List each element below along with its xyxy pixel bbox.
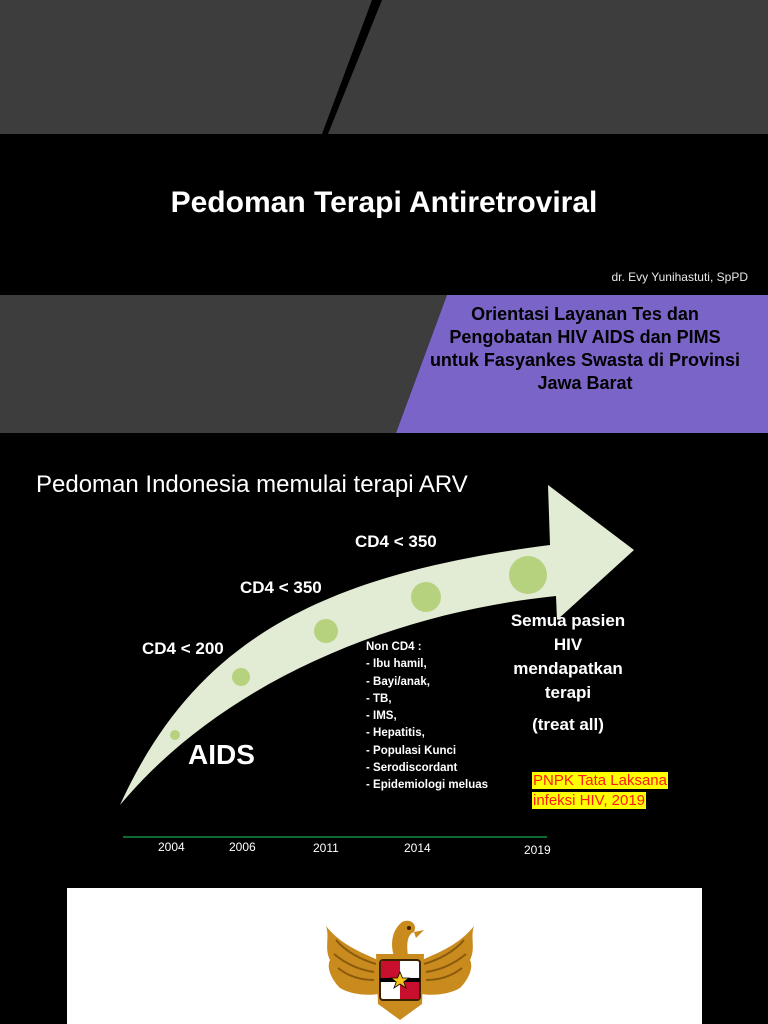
year-label: 2014 (404, 841, 431, 855)
timeline-title: Pedoman Indonesia memulai terapi ARV (36, 471, 468, 498)
arv-timeline-slide (0, 433, 768, 888)
subtitle-line: Orientasi Layanan Tes dan (471, 304, 699, 324)
subtitle-slide (0, 295, 768, 433)
year-label: 2019 (524, 843, 551, 857)
non-cd4-list (366, 639, 488, 795)
emblem-slide (0, 888, 768, 1024)
treat-all-line: HIV (553, 635, 583, 654)
treat-all-text (498, 609, 638, 737)
non-cd4-item: - Serodiscordant (366, 762, 458, 775)
year-label: 2006 (229, 840, 256, 854)
title-slide (0, 0, 768, 295)
non-cd4-item: - Bayi/anak, (366, 675, 430, 688)
garuda-emblem-icon (310, 908, 490, 1024)
year-label: 2004 (158, 840, 185, 854)
reference-line: infeksi HIV, 2019 (533, 792, 646, 809)
title-slide-background (0, 0, 768, 295)
treat-all-line: terapi (544, 683, 592, 702)
year-label: 2011 (313, 841, 339, 855)
subtitle-line: untuk Fasyankes Swasta di Provinsi (429, 350, 741, 370)
timeline-dot-2011 (314, 619, 338, 643)
non-cd4-item: - TB, (366, 692, 392, 705)
slide-title: Pedoman Terapi Antiretroviral (170, 186, 598, 219)
timeline-dot-2019 (509, 556, 547, 594)
aids-label: AIDS (188, 739, 255, 770)
timeline-dot-2014 (411, 582, 441, 612)
non-cd4-item: - Populasi Kunci (366, 744, 457, 757)
cd4-label-350-2011: CD4 < 350 (240, 578, 322, 597)
timeline-dot-2004 (170, 730, 180, 740)
author-name: dr. Evy Yunihastuti, SpPD (611, 270, 748, 284)
treat-all-note: (treat all) (532, 715, 604, 734)
treat-all-line: Semua pasien (510, 611, 626, 630)
non-cd4-item: - Epidemiologi meluas (366, 779, 489, 792)
non-cd4-item: - Ibu hamil, (366, 658, 427, 671)
reference-note (532, 771, 668, 811)
cd4-label-350-2014: CD4 < 350 (355, 532, 437, 551)
cd4-label-200: CD4 < 200 (142, 639, 224, 658)
subtitle-line: Pengobatan HIV AIDS dan PIMS (449, 327, 721, 347)
subtitle-text (402, 303, 768, 423)
non-cd4-item: - IMS, (366, 710, 397, 723)
reference-line: PNPK Tata Laksana (533, 772, 667, 789)
timeline-dot-2006 (232, 668, 250, 686)
non-cd4-item: - Hepatitis, (366, 727, 425, 740)
non-cd4-heading: Non CD4 : (366, 641, 422, 653)
subtitle-line: Jawa Barat (537, 373, 633, 393)
treat-all-line: mendapatkan (513, 659, 623, 678)
